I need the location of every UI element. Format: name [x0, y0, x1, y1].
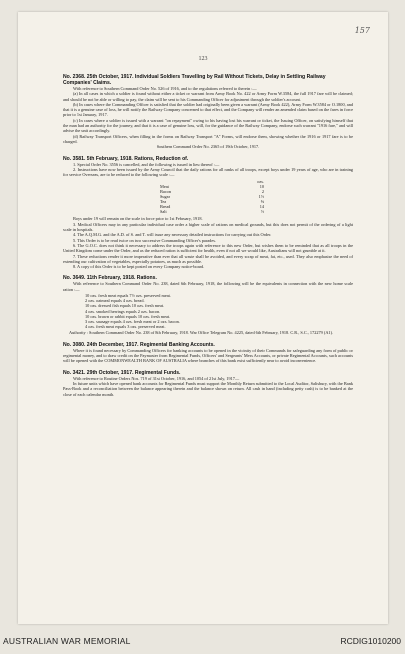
- archive-footer: [0, 634, 405, 650]
- ration-row: [158, 209, 266, 214]
- ration-table: [158, 179, 266, 214]
- paragraph: With reference to Southern Command Order No. 238, dated 6th February, 1918, the following will be the equivalents in connection with the new home scale ration :—: [63, 281, 353, 292]
- section-heading: No. 3421. 29th October, 1917. Regimental Funds.: [63, 369, 181, 376]
- paragraph: (c) In cases where a soldier is issued with a warrant "on repayment" owing to his having lost his warrant or ticket, the Issuing Officer, on satisfying himself that the man had an authority for the journey, and that it is a case of genuine loss, will, for the guidance of the Railway Company, endorse such warrant "1916 fare," and will advise the unit accordingly.: [63, 117, 353, 134]
- archive-name: AUSTRALIAN WAR MEMORIAL: [3, 636, 131, 646]
- ration-amount: 2: [261, 189, 264, 195]
- ration-amount: 10: [259, 184, 264, 190]
- handwritten-page-mark: 157: [354, 26, 370, 35]
- ration-unit: ozs.: [257, 179, 264, 185]
- list-item: 3 ozs. sausage equals 4 ozs. fresh meat or 2 ozs. bacon.: [85, 319, 180, 325]
- paragraph: In future units which have opened bank accounts for Regimental Funds must support the Monthly Return submitted to the Local Auditor, Salisbury, with the Bank Pass-Book and a reconciliation between the balance appearing therein and the balance shown on return. All cash in hand (including petty cash) is to be banked at the close of each calendar month.: [63, 380, 353, 397]
- page-number: 123: [198, 56, 208, 62]
- list-item: 10 ozs. fresh meat equals 7½ ozs. preserved meat.: [85, 293, 171, 299]
- section-heading: No. 2368. 25th October, 1917. Individual Soldiers Travelling by Rail Without Tickets, Delay in Settling Railway Companies' Claims.: [63, 74, 326, 86]
- paragraph: 2. Instructions have now been issued by the Army Council that the daily rations for all ranks of all troops, except boys under 19 years of age, who are in training for service Overseas, are to be reduced to the following scale :—: [63, 166, 353, 178]
- ration-amount: 1½: [258, 194, 264, 200]
- ration-item: Tea: [160, 199, 167, 205]
- ration-item: Sugar: [160, 194, 171, 200]
- authority-line: Authority : Southern Command Order No. 238 of 8th February, 1918. War Office Telegram No. 4225, dated 6th February, 1918. C.R., S.C., 172279 (A1).: [69, 330, 334, 336]
- document-page: [18, 12, 388, 624]
- ration-amount: ½: [260, 209, 264, 215]
- paragraph: 3. Medical Officers may in any particular individual case order a higher scale of rations on medical grounds, but this does not permit of the ordering of a light scale in hospitals.: [63, 221, 353, 233]
- paragraph: 8. A copy of this Order is to be kept posted on every Company notice-board.: [73, 264, 205, 270]
- paragraph: (b) In cases where the Commanding Officer is satisfied that the soldier had originally been given a warrant (Army Book 422), Army Form W.3584 or O.1800, and that it is a genuine case of loss, he will notify the Railway Company concerned to that effect, and the Company will render an amended claim based on the fares in force prior to 1st January, 1917.: [63, 101, 353, 118]
- list-item: 4 ozs. smoked herrings equals 2 ozs. bacon.: [85, 308, 161, 314]
- list-item: 2 ozs. oatmeal equals 4 ozs. bread.: [85, 298, 145, 304]
- paragraph: Boys under 19 will remain on the scale in force prior to 1st February, 1918.: [73, 216, 203, 222]
- paragraph: 1. Special Order No. 3556 is cancelled, and the following is issued in lieu thereof :—: [73, 161, 220, 167]
- paragraph: With reference to Southern Command Order No. 526 of 1916, and to the regulations referred to therein :—: [73, 86, 257, 91]
- list-item: 10 ozs. brawn or rabbit equals 10 ozs. fresh meat.: [85, 313, 171, 319]
- list-item: 10 ozs. dressed fish equals 10 ozs. fresh meat.: [85, 303, 165, 309]
- paragraph: (a) In all cases in which a soldier is found without either a ticket or warrant from Army Book No. 422 or Army Form W.3584, the full 1917 fare will be claimed; and should he not be able or willing to pay, the claim will be sent to his Commanding Officer for adjustment through the soldier's account.: [63, 91, 353, 102]
- paragraph: With reference to Routine Orders Nos. 719 of 31st October, 1916, and 1054 of 21st July, 1917—: [73, 375, 240, 381]
- paragraph: (d) Railway Transport Officers, when filling in the forms on Railway Transport "A" Forms, will endorse them, showing whether the 1916 or 1917 fare is to be charged.: [63, 133, 353, 144]
- record-id: RCDIG1010200: [340, 636, 401, 646]
- paragraph: Where it is found necessary by Commanding Officers for banking accounts to be opened in the vicinity of their Commands for safeguarding any form of public or regimental money, and to draw credit on the Paymaster from Regimental Funds, Officers' and Sergeants' Mess Accounts, or private Regimental Accounts, such accounts will be opened with the COMMONWEALTH BANK OF AUSTRALIA where branches of this bank exist sufficiently near to avoid inconvenience.: [63, 347, 353, 364]
- ration-amount: ⅜: [260, 199, 264, 205]
- section-heading: No. 3581. 5th February, 1918. Rations, Reduction of.: [63, 155, 189, 162]
- orders-column: [63, 74, 353, 397]
- ration-item: Meat: [160, 184, 169, 190]
- closing-line: Southern Command Order No. 2365 of 19th October, 1917.: [156, 144, 260, 150]
- section-heading: No. 3649. 11th February, 1918. Rations.: [63, 275, 157, 282]
- ration-item: Salt: [160, 209, 167, 215]
- paragraph: 6. The G.O.C. does not think it necessary to address the troops again with reference to this new Order, but wishes them to be reminded that as all troops in the United Kingdom come under the Order, and as the reduced ration is sufficient for health, even if not all we would like, Australians will not grumble at it.: [63, 242, 353, 254]
- paragraph: 5. This Order is to be read twice on two successive Commanding Officer's parades.: [73, 237, 216, 243]
- equivalents-list: [85, 293, 353, 329]
- ration-item: Bacon: [160, 189, 171, 195]
- list-item: 4 ozs. fresh meat equals 3 ozs. preserved meat.: [85, 324, 166, 330]
- paragraph: 4. The A.Q.M.G. and the A.D. of S. and T. will issue any necessary detailed instructions for carrying out this Order.: [73, 232, 272, 238]
- section-heading: No. 3080. 24th December, 1917. Regimental Banking Accounts.: [63, 341, 215, 348]
- ration-item: Bread: [160, 204, 171, 210]
- paragraph: 7. These reductions render it more imperative than ever that all waste shall be avoided, and every scrap of meat, fat, etc., used. They also emphasise the need of extending our cultivation of vegetables, especially potatoes, as much as possible.: [63, 253, 353, 264]
- ration-amount: 14: [259, 204, 264, 210]
